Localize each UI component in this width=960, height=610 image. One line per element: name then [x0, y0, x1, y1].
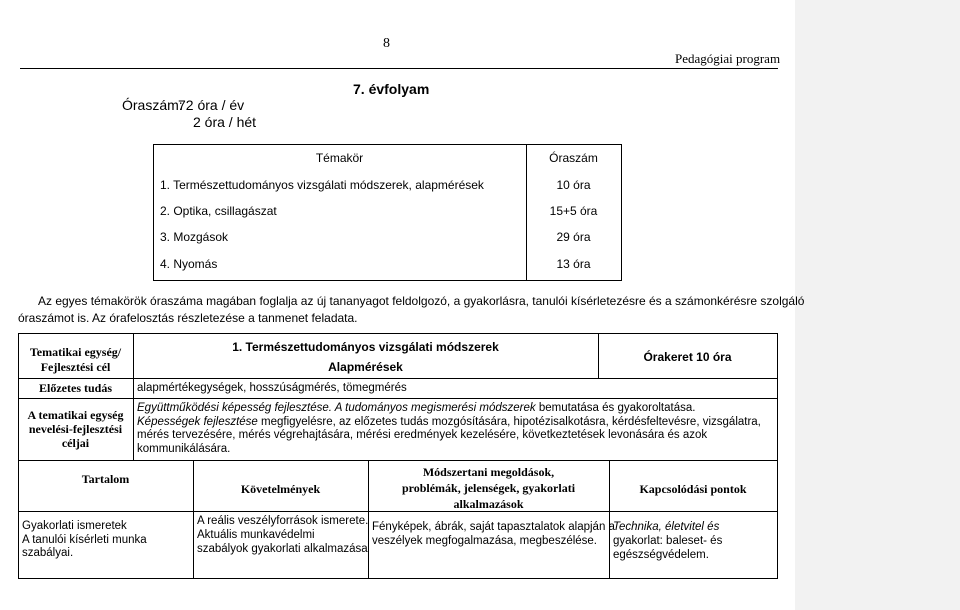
hours-weekly: 2 óra / hét — [193, 114, 257, 130]
connections-line2: gyakorlat — [613, 535, 660, 547]
content-line2: A tanulói kísérleti munka — [22, 533, 147, 546]
requirements-header: Követelmények — [240, 482, 321, 496]
methods-cell — [372, 520, 615, 548]
goals-label — [18, 408, 133, 450]
requirements-line1: A reális veszélyforrások ismerete. — [197, 515, 369, 527]
goals-line1-rest: bemutatása és gyakoroltatása. — [535, 402, 696, 414]
methods-line1: Fényképek, ábrák, saját tapasztalatok alapján a — [372, 521, 615, 533]
goals-text — [137, 402, 775, 456]
goals-label-line1: A tematikai egység — [27, 408, 124, 422]
paragraph-line-1: Az egyes témakörök óraszáma magában foglalja az új tananyagot feldolgozó, a gyakorlásra, tanulói kísérletezésre és a számonkérésre szolgáló — [38, 294, 805, 308]
hours-yearly: 72 óra / év — [178, 97, 245, 113]
topics-header-topic: Témakör — [315, 151, 364, 165]
unit-subtitle: Alapmérések — [328, 360, 403, 374]
content-header: Tartalom — [81, 472, 130, 486]
connections-header: Kapcsolódási pontok — [639, 482, 747, 496]
goals-line2-rest: megfigyelésre, az előzetes tudás mozgósítására, hipotézisalkotásra, kérdésfeltevésre, vizsgálatra, — [257, 415, 761, 428]
connections-cell — [613, 520, 722, 562]
grade-title: 7. évfolyam — [353, 81, 430, 97]
methods-header-line3: alkalmazások — [453, 497, 524, 511]
connections-line3: egészségvédelem. — [613, 549, 709, 561]
prior-knowledge-text: alapmértékegységek, hosszúságmérés, tömegmérés — [137, 382, 407, 394]
unit-head-label-line1: Tematikai egység/ — [29, 345, 122, 359]
topic-row-2-hours: 15+5 óra — [549, 204, 598, 218]
topics-header-hours: Óraszám — [549, 151, 598, 165]
goals-label-line2: nevelési-fejlesztési — [28, 422, 123, 436]
goals-label-line3: céljai — [61, 436, 90, 450]
hours-label: Óraszám: — [122, 97, 183, 113]
connections-line2-rest: : baleset- és — [659, 535, 723, 547]
topic-row-4-hours: 13 óra — [556, 257, 591, 271]
topic-row-2-name: 2. Optika, csillagászat — [160, 204, 277, 218]
requirements-line2: Aktuális munkavédelmi — [197, 529, 315, 541]
goals-line3: mérés tervezésére, mérés végrehajtására, mérési eredmények kezelésére, következtetések levonására és azok — [137, 429, 708, 441]
prior-knowledge-label: Előzetes tudás — [39, 381, 112, 395]
topic-row-3-hours: 29 óra — [556, 230, 591, 244]
goals-line2-italic: Képességek fejlesztése — [137, 415, 258, 428]
header-rule — [20, 68, 778, 69]
time-frame: Órakeret 10 óra — [643, 350, 732, 364]
methods-header-line2: problémák, jelenségek, gyakorlati — [401, 481, 576, 495]
connections-line1: Technika, életvitel és — [613, 521, 720, 533]
topic-row-4-name: 4. Nyomás — [160, 257, 218, 271]
goals-line4: kommunikálására. — [137, 442, 231, 455]
unit-head-label — [18, 345, 133, 375]
unit-head-label-line2: Fejlesztési cél — [40, 360, 111, 374]
content-line3: szabályai. — [22, 547, 74, 559]
document-title: Pedagógiai program — [675, 51, 781, 66]
comment-margin-panel — [795, 0, 960, 610]
topic-row-1-hours: 10 óra — [556, 178, 591, 192]
topic-row-3-name: 3. Mozgások — [160, 230, 229, 244]
topic-row-1-name: 1. Természettudományos vizsgálati módszerek, alapmérések — [160, 178, 484, 192]
content-cell — [22, 520, 147, 561]
paragraph-line-2: óraszámot is. Az órafelosztás részletezése a tanmenet feladata. — [18, 311, 358, 325]
methods-header-line1: Módszertani megoldások, — [422, 465, 555, 479]
methods-header — [368, 464, 609, 512]
requirements-cell — [197, 514, 368, 556]
goals-line1-italic: Együttműködési képesség fejlesztése. A tudományos megismerési módszerek — [137, 402, 536, 414]
requirements-line3: szabályok gyakorlati alkalmazása — [197, 543, 368, 555]
unit-title: 1. Természettudományos vizsgálati módszerek — [232, 340, 499, 354]
methods-line2: veszélyek megfogalmazása, megbeszélése. — [372, 535, 598, 547]
content-line1: Gyakorlati ismeretek — [22, 520, 127, 532]
page-number: 8 — [383, 36, 390, 51]
